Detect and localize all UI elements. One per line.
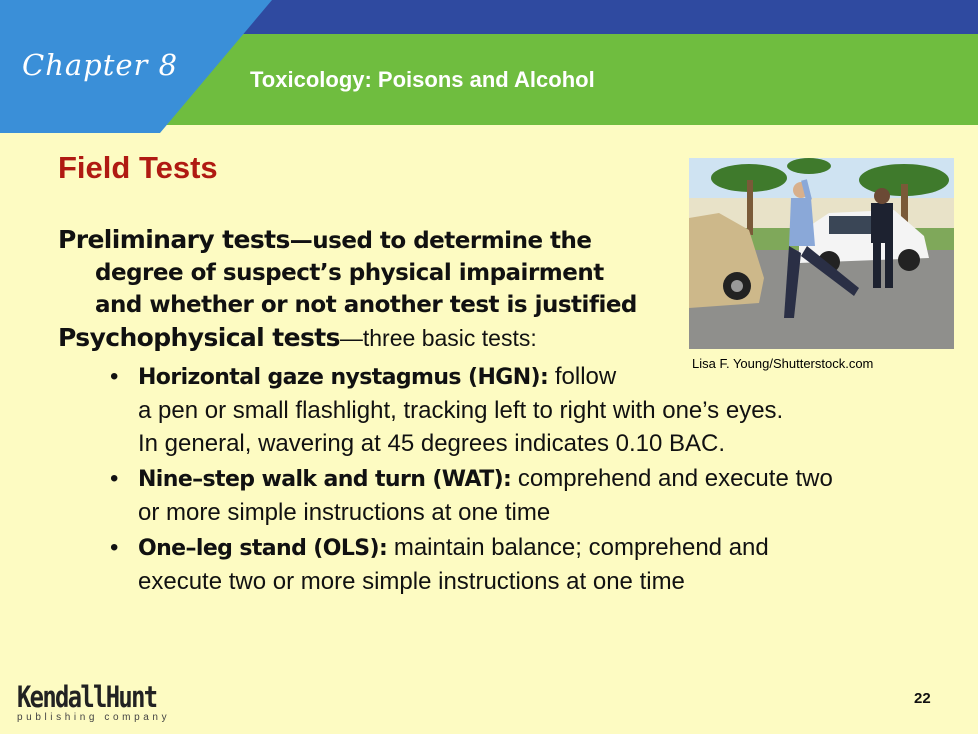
definition-line: —three basic tests: <box>339 325 537 351</box>
logo-brand: KendallHunt <box>17 680 157 714</box>
page-number: 22 <box>914 690 931 707</box>
bullet-icon: • <box>110 534 119 561</box>
logo-subtitle: publishing company <box>17 712 171 723</box>
definition-line: degree of suspect’s physical impairment <box>95 260 604 286</box>
chapter-label: Chapter 8 <box>22 48 179 82</box>
list-item <box>58 462 958 529</box>
slide-title: Field Tests <box>58 150 218 185</box>
bullet-text: execute two or more simple instructions at one time <box>138 568 685 595</box>
bullet-text: comprehend and execute two <box>511 465 833 492</box>
paragraph-psychophysical-tests <box>58 321 958 354</box>
bullet-text: or more simple instructions at one time <box>138 499 551 526</box>
test-list <box>58 360 958 598</box>
definition-line: and whether or not another test is justified <box>95 292 637 318</box>
slide-body <box>58 223 958 600</box>
header-title: Toxicology: Poisons and Alcohol <box>250 67 595 92</box>
term-psychophysical-tests: Psychophysical tests <box>58 323 340 352</box>
slide-header <box>0 0 978 133</box>
list-item <box>58 531 958 598</box>
bullet-term: Horizontal gaze nystagmus (HGN): <box>138 365 549 390</box>
bullet-text: In general, wavering at 45 degrees indicates 0.10 BAC. <box>138 430 726 457</box>
bullet-text: maintain balance; comprehend and <box>387 534 769 561</box>
photo-credit: Lisa F. Young/Shutterstock.com <box>692 356 874 371</box>
list-item <box>58 360 958 460</box>
term-preliminary-tests: Preliminary tests <box>58 225 290 254</box>
bullet-icon: • <box>110 363 119 390</box>
bullet-text: follow <box>548 363 617 390</box>
publisher-logo <box>17 682 187 724</box>
bullet-term: One–leg stand (OLS): <box>138 536 388 561</box>
definition-line: —used to determine the <box>289 228 592 254</box>
bullet-text: a pen or small flashlight, tracking left to right with one’s eyes. <box>138 397 784 424</box>
bullet-term: Nine–step walk and turn (WAT): <box>138 467 512 492</box>
bullet-icon: • <box>110 465 119 492</box>
paragraph-preliminary-tests <box>58 223 958 321</box>
